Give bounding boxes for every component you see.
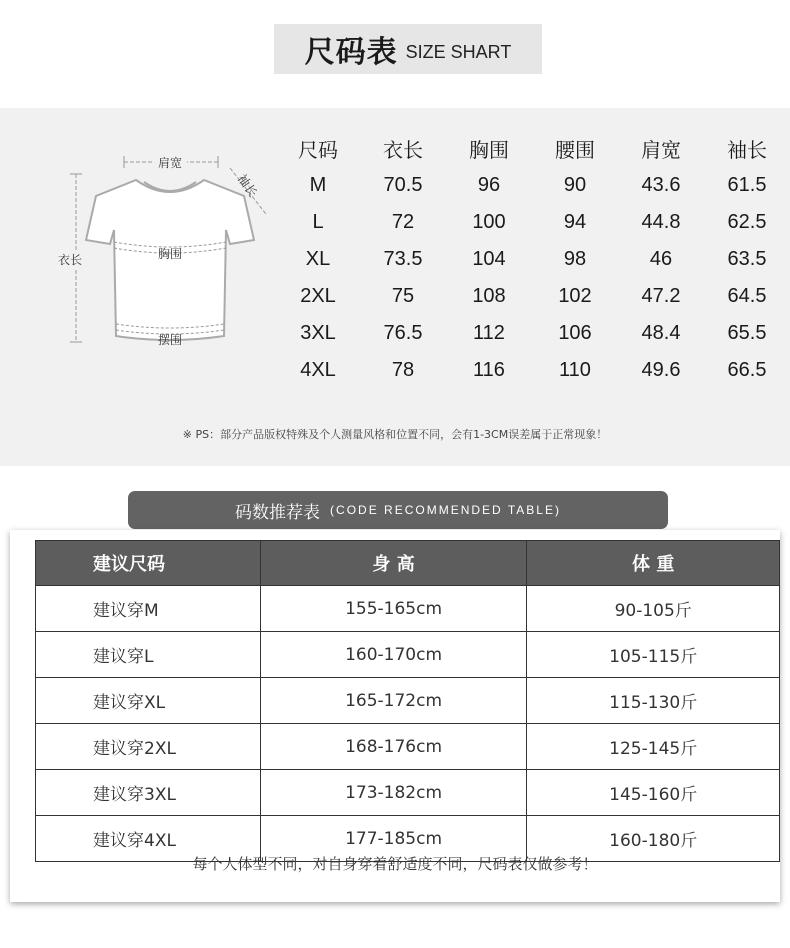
size-cell: 96 <box>477 174 501 196</box>
size-cell: 108 <box>472 285 506 307</box>
recommend-cell: 105-115斤 <box>527 632 780 678</box>
recommend-row <box>36 678 780 724</box>
size-row <box>276 204 790 241</box>
recommend-footer: 每个人体型不同，对自身穿着舒适度不同，尺码表仅做参考！ <box>192 855 598 873</box>
size-cell: 102 <box>558 285 592 307</box>
recommend-row <box>36 724 780 770</box>
recommend-cell: 145-160斤 <box>527 770 780 816</box>
size-header-cell: 腰围 <box>555 138 595 162</box>
size-cell: 66.5 <box>727 359 767 381</box>
size-row <box>276 278 790 315</box>
shoulder-label: 肩宽 <box>157 156 183 170</box>
size-cell: 73.5 <box>383 248 423 270</box>
size-table <box>276 130 790 389</box>
recommend-cell: 177-185cm <box>260 816 527 862</box>
recommend-header-row <box>36 541 780 586</box>
size-cell: 49.6 <box>641 359 681 381</box>
size-cell: 62.5 <box>727 211 767 233</box>
recommend-cell: 125-145斤 <box>527 724 780 770</box>
page-title: 尺码表 <box>304 35 398 70</box>
size-cell: 104 <box>472 248 506 270</box>
hem-label: 摆围 <box>157 333 183 347</box>
size-panel <box>0 108 790 466</box>
recommend-row <box>36 586 780 632</box>
recommend-cell: 173-182cm <box>260 770 527 816</box>
recommend-table <box>35 540 780 862</box>
size-row <box>276 241 790 278</box>
size-cell: 64.5 <box>727 285 767 307</box>
sleeve-label: 袖长 <box>234 171 260 200</box>
recommend-cell: 168-176cm <box>260 724 527 770</box>
size-cell: 48.4 <box>641 322 681 344</box>
length-label: 衣长 <box>58 253 83 267</box>
recommend-cell: 建议穿3XL <box>36 770 261 816</box>
chest-label: 胸围 <box>157 247 183 261</box>
recommend-cell: 115-130斤 <box>527 678 780 724</box>
size-cell: XL <box>305 248 331 270</box>
size-cell: 110 <box>559 359 591 381</box>
recommend-title: 码数推荐表 <box>235 502 321 523</box>
size-header-cell: 尺码 <box>298 138 338 162</box>
tshirt-diagram <box>58 148 278 358</box>
size-cell: 4XL <box>300 359 336 381</box>
size-header-cell: 胸围 <box>469 138 509 162</box>
size-header-cell: 衣长 <box>383 138 423 162</box>
recommend-cell: 建议穿2XL <box>36 724 261 770</box>
header-size: 建议尺码 <box>36 541 261 586</box>
size-cell: 112 <box>473 322 505 344</box>
size-cell: 43.6 <box>641 174 681 196</box>
size-cell: 3XL <box>300 322 336 344</box>
size-cell: 106 <box>558 322 592 344</box>
size-cell: 46 <box>649 248 673 270</box>
measurement-note: ※ PS：部分产品版权特殊及个人测量风格和位置不同，会有1-3CM误差属于正常现象！ <box>182 428 608 441</box>
recommend-cell: 160-180斤 <box>527 816 780 862</box>
size-cell: 70.5 <box>383 174 423 196</box>
recommend-row <box>36 770 780 816</box>
size-cell: 94 <box>563 211 587 233</box>
size-cell: 75 <box>391 285 415 307</box>
size-cell: 63.5 <box>727 248 767 270</box>
size-row <box>276 352 790 389</box>
header-height: 身 高 <box>260 541 527 586</box>
recommend-cell: 155-165cm <box>260 586 527 632</box>
recommend-cell: 160-170cm <box>260 632 527 678</box>
size-cell: 100 <box>472 211 506 233</box>
size-cell: M <box>309 174 327 196</box>
recommend-title-bar <box>128 491 668 529</box>
size-row <box>276 315 790 352</box>
page-title-en: SIZE SHART <box>405 41 512 62</box>
recommend-cell: 165-172cm <box>260 678 527 724</box>
recommend-cell: 建议穿XL <box>36 678 261 724</box>
recommend-cell: 建议穿L <box>36 632 261 678</box>
size-header-cell: 袖长 <box>727 138 767 162</box>
size-cell: 44.8 <box>641 211 681 233</box>
recommend-title-en: (CODE RECOMMENDED TABLE) <box>330 503 561 517</box>
recommend-cell: 90-105斤 <box>527 586 780 632</box>
recommend-cell: 建议穿4XL <box>36 816 261 862</box>
size-header-cell: 肩宽 <box>641 138 681 162</box>
recommend-cell: 建议穿M <box>36 586 261 632</box>
size-row <box>276 167 790 204</box>
recommend-row <box>36 632 780 678</box>
size-cell: 47.2 <box>641 285 681 307</box>
size-cell: 76.5 <box>383 322 423 344</box>
size-cell: 98 <box>563 248 587 270</box>
size-cell: L <box>312 211 324 233</box>
size-cell: 90 <box>563 174 587 196</box>
size-cell: 61.5 <box>727 174 767 196</box>
size-cell: 2XL <box>300 285 336 307</box>
size-cell: 65.5 <box>727 322 767 344</box>
header-weight: 体 重 <box>527 541 780 586</box>
recommend-card <box>10 530 780 902</box>
title-box <box>274 24 542 74</box>
size-header-row <box>276 130 790 167</box>
size-cell: 72 <box>391 211 415 233</box>
size-cell: 116 <box>473 359 505 381</box>
size-cell: 78 <box>391 359 415 381</box>
